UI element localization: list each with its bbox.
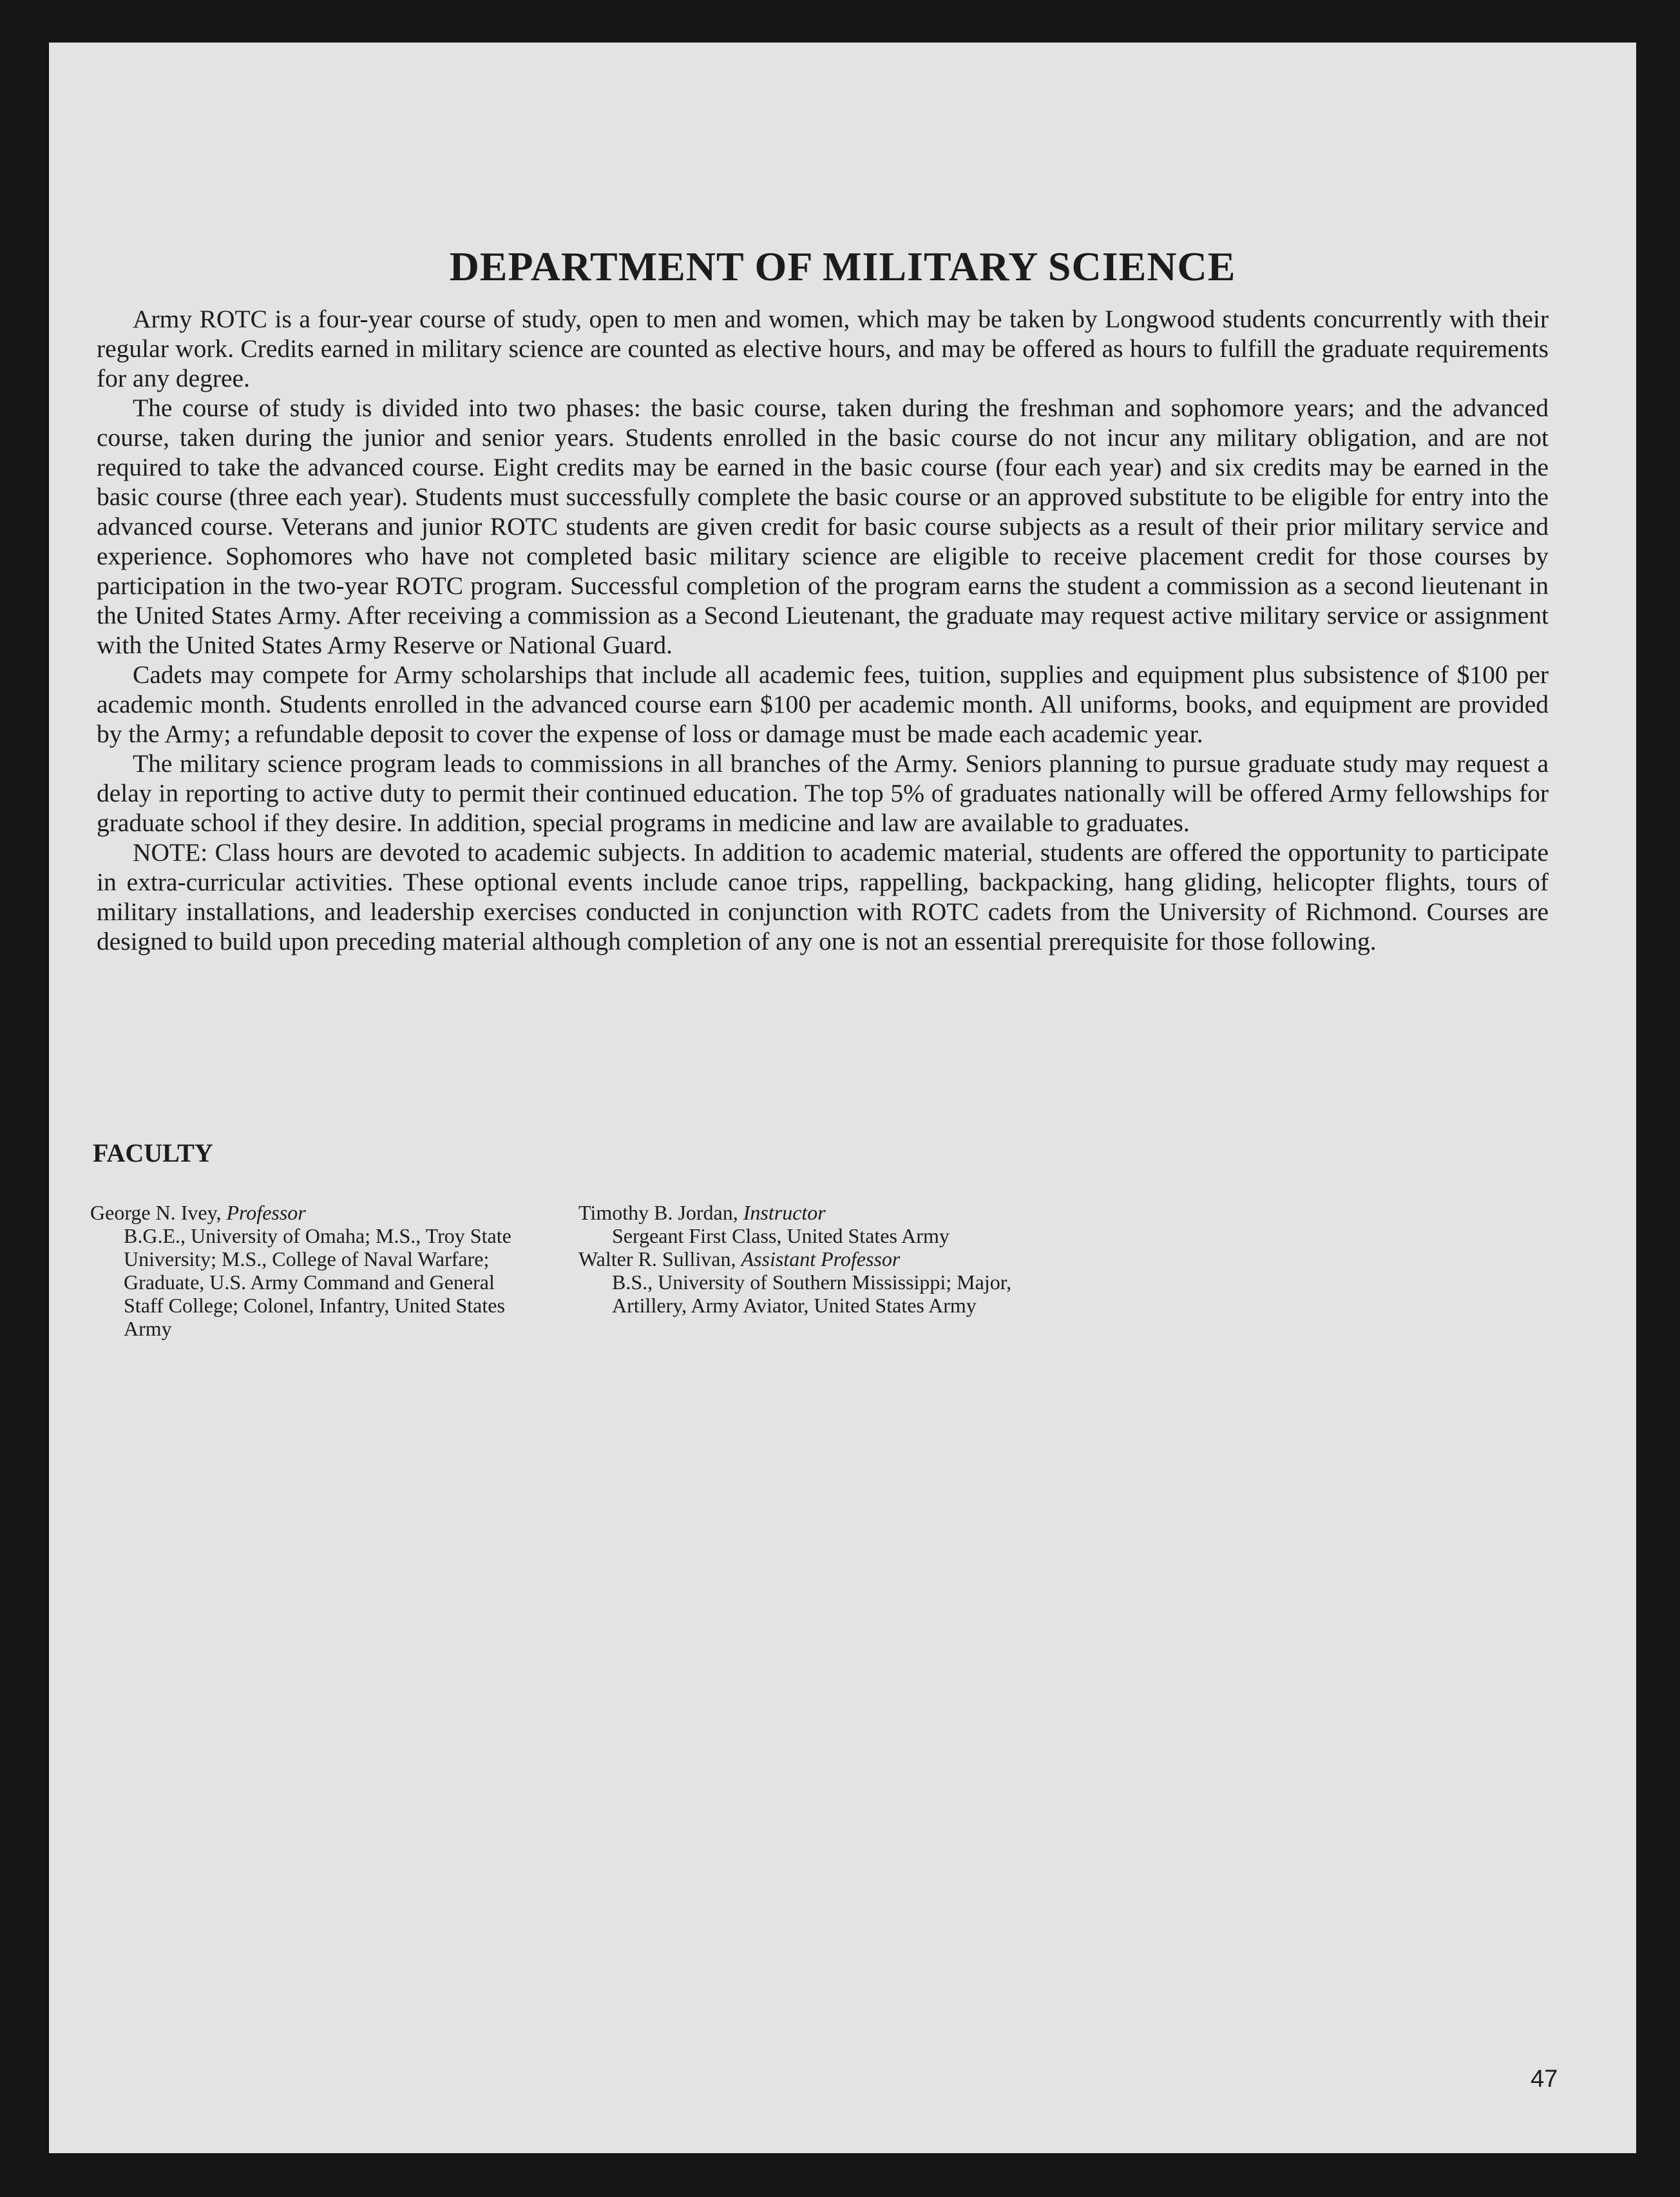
page-title: DEPARTMENT OF MILITARY SCIENCE <box>449 244 1236 289</box>
faculty-name: Timothy B. Jordan, <box>578 1201 743 1224</box>
faculty-heading: FACULTY <box>93 1138 213 1167</box>
faculty-name: George N. Ivey, <box>90 1201 227 1224</box>
faculty-rank: Assistant Professor <box>741 1247 901 1271</box>
paragraph-course-phases: The course of study is divided into two phases: the basic course, taken during the freshman and sophomore years; and the advanced course, taken during the junior and senior years. Students enrolled in the basic course do not incur any military obligation, and are not required to take the advanced course. Eight credits may be earned in the basic course (four each year) and six credits may be earned in the basic course (three each year). Students must successfully complete the basic course or an approved substitute to be eligible for entry into the advanced course. Veterans and junior ROTC students are given credit for basic course subjects as a result of their prior military service and experience. Sophomores who have not completed basic military science are eligible to receive placement credit for those courses by participation in the two-year ROTC program. Successful completion of the program earns the student a commission as a second lieutenant in the United States Army. After receiving a commission as a Second Lieutenant, the graduate may request active military service or assignment with the United States Army Reserve or National Guard. <box>97 394 1549 659</box>
faculty-member <box>578 1201 1042 1247</box>
paragraph-note: NOTE: Class hours are devoted to academic subjects. In addition to academic material, students are offered the opportunity to participate in extra-curricular activities. These optional events include canoe trips, rappelling, backpacking, hang gliding, helicopter flights, tours of military installations, and leadership exercises conducted in conjunction with ROTC cadets from the University of Richmond. Courses are designed to build upon preceding material although completion of any one is not an essential prerequisite for those following. <box>97 838 1549 955</box>
faculty-name: Walter R. Sullivan, <box>578 1247 741 1271</box>
faculty-name-line <box>90 1201 528 1224</box>
faculty-name-line <box>578 1201 1042 1224</box>
faculty-column-right <box>578 1201 1042 1317</box>
paragraph-rotc-intro: Army ROTC is a four-year course of study, open to men and women, which may be taken by Longwood students concurrently with their regular work. Credits earned in military science are counted as elective hours, and may be offered as hours to fulfill the graduate requirements for any degree. <box>97 305 1549 392</box>
faculty-credentials: B.G.E., University of Omaha; M.S., Troy State University; M.S., College of Naval Warfare; Graduate, U.S. Army Command and General Staff College; Colonel, Infantry, United States Army <box>124 1224 511 1340</box>
faculty-rank: Instructor <box>743 1201 826 1224</box>
faculty-name-line <box>578 1247 1042 1271</box>
faculty-column-left <box>90 1201 528 1340</box>
faculty-credentials: B.S., University of Southern Mississippi; Major, Artillery, Army Aviator, United States Army <box>612 1271 1012 1317</box>
page-number: 47 <box>1531 2066 1558 2093</box>
paragraph-scholarships: Cadets may compete for Army scholarships that include all academic fees, tuition, supplies and equipment plus subsistence of $100 per academic month. Students enrolled in the advanced course earn $100 per academic month. All uniforms, books, and equipment are provided by the Army; a refundable deposit to cover the expense of loss or damage must be made each academic year. <box>97 660 1549 748</box>
paragraph-commissions: The military science program leads to commissions in all branches of the Army. Seniors planning to pursue graduate study may request a delay in reporting to active duty to permit their continued education. The top 5% of graduates nationally will be offered Army fellowships for graduate school if they desire. In addition, special programs in medicine and law are available to graduates. <box>97 749 1549 837</box>
department-description <box>97 304 1549 956</box>
faculty-credentials: Sergeant First Class, United States Army <box>612 1224 950 1247</box>
document-page <box>49 43 1636 2153</box>
faculty-member <box>578 1247 1042 1317</box>
faculty-rank: Professor <box>226 1201 306 1224</box>
faculty-member <box>90 1201 528 1340</box>
